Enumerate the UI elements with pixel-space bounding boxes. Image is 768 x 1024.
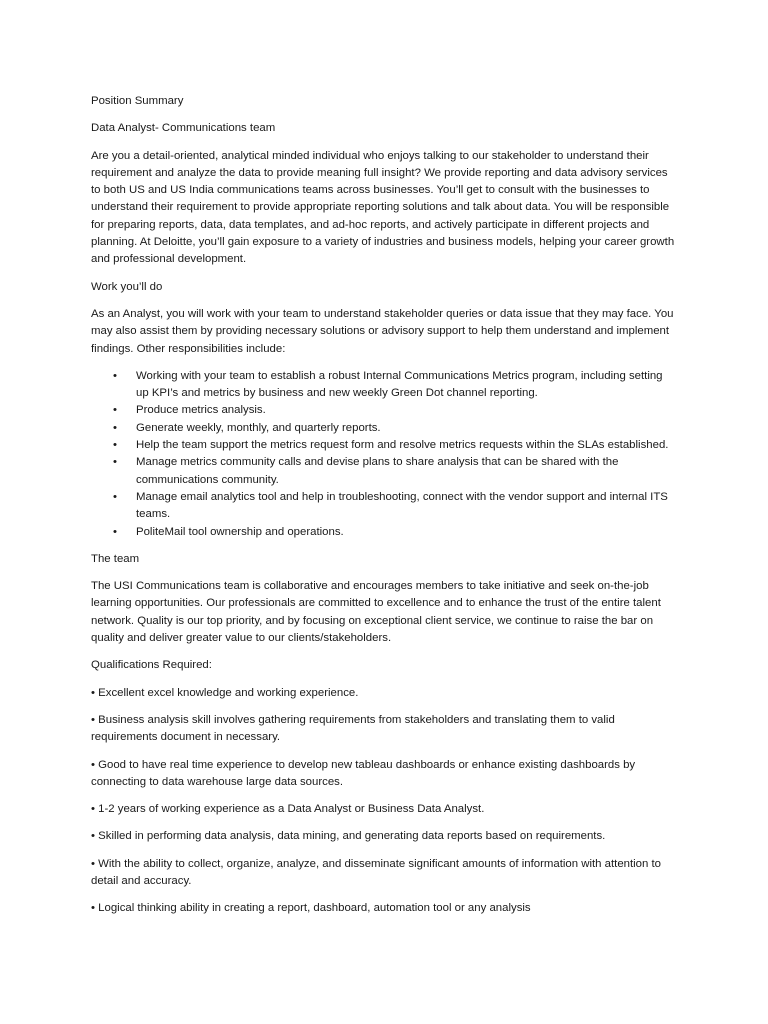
list-item: • Working with your team to establish a robust Internal Communications Metrics program, including setting up KPI’s and metrics by business and new weekly Green Dot channel reporting. <box>91 368 676 403</box>
list-item: • PoliteMail tool ownership and operations. <box>91 524 676 541</box>
list-item: • Produce metrics analysis. <box>91 402 676 419</box>
list-item: • Manage email analytics tool and help in troubleshooting, connect with the vendor support and internal ITS teams. <box>91 489 676 524</box>
qualifications-heading: Qualifications Required: <box>91 659 212 672</box>
work-heading: Work you’ll do <box>91 280 163 293</box>
list-item: • With the ability to collect, organize, analyze, and disseminate significant amounts of information with attention to detail and accuracy. <box>91 857 662 887</box>
list-item: • Good to have real time experience to develop new tableau dashboards or enhance existing dashboards by connecting to data warehouse large data sources. <box>91 758 636 788</box>
intro-paragraph: Are you a detail-oriented, analytical minded individual who enjoys talking to our stakeholder to understand their requirement and analyze the data to provide meaning full insight? We provide reporting and data advisory services to both US and US India communications teams across businesses. You’ll get to consult with the businesses to understand their requirement to provide appropriate reporting solutions and talk about data. You will be responsible for preparing reports, data, data templates, and ad-hoc reports, and actively participate in different projects and planning. At Deloitte, you’ll gain exposure to a variety of industries and business models, helping your career growth and professional development. <box>91 149 675 266</box>
team-heading: The team <box>91 552 140 565</box>
qualifications-list <box>91 685 676 918</box>
team-paragraph: The USI Communications team is collaborative and encourages members to take initiative and seek on-the-job learning opportunities. Our professionals are committed to excellence and to enhance the trust of the entire talent network. Quality is our top priority, and by focusing on exceptional client service, we continue to raise the bar on quality and deliver greater value to our clients/stakeholders. <box>91 580 661 645</box>
list-item: • Help the team support the metrics request form and resolve metrics requests within the SLAs established. <box>91 437 676 454</box>
list-item: • Skilled in performing data analysis, data mining, and generating data reports based on requirements. <box>91 830 606 843</box>
job-title: Data Analyst- Communications team <box>91 122 276 135</box>
responsibilities-list <box>91 368 676 541</box>
list-item: • Excellent excel knowledge and working experience. <box>91 686 359 699</box>
work-intro-paragraph: As an Analyst, you will work with your team to understand stakeholder queries or data issue that they may face. You may also assist them by providing necessary solutions or advisory support to help them understand and implement findings. Other responsibilities include: <box>91 307 674 355</box>
position-summary-heading: Position Summary <box>91 95 184 107</box>
list-item: • Logical thinking ability in creating a report, dashboard, automation tool or any analysis <box>91 902 531 915</box>
list-item: • Business analysis skill involves gathering requirements from stakeholders and translating them to valid requirements document in necessary. <box>91 713 615 744</box>
list-item: • Generate weekly, monthly, and quarterly reports. <box>91 420 676 437</box>
list-item: • 1-2 years of working experience as a Data Analyst or Business Data Analyst. <box>91 803 485 816</box>
list-item: • Manage metrics community calls and devise plans to share analysis that can be shared with the communications community. <box>91 454 676 489</box>
document-page <box>91 93 676 918</box>
